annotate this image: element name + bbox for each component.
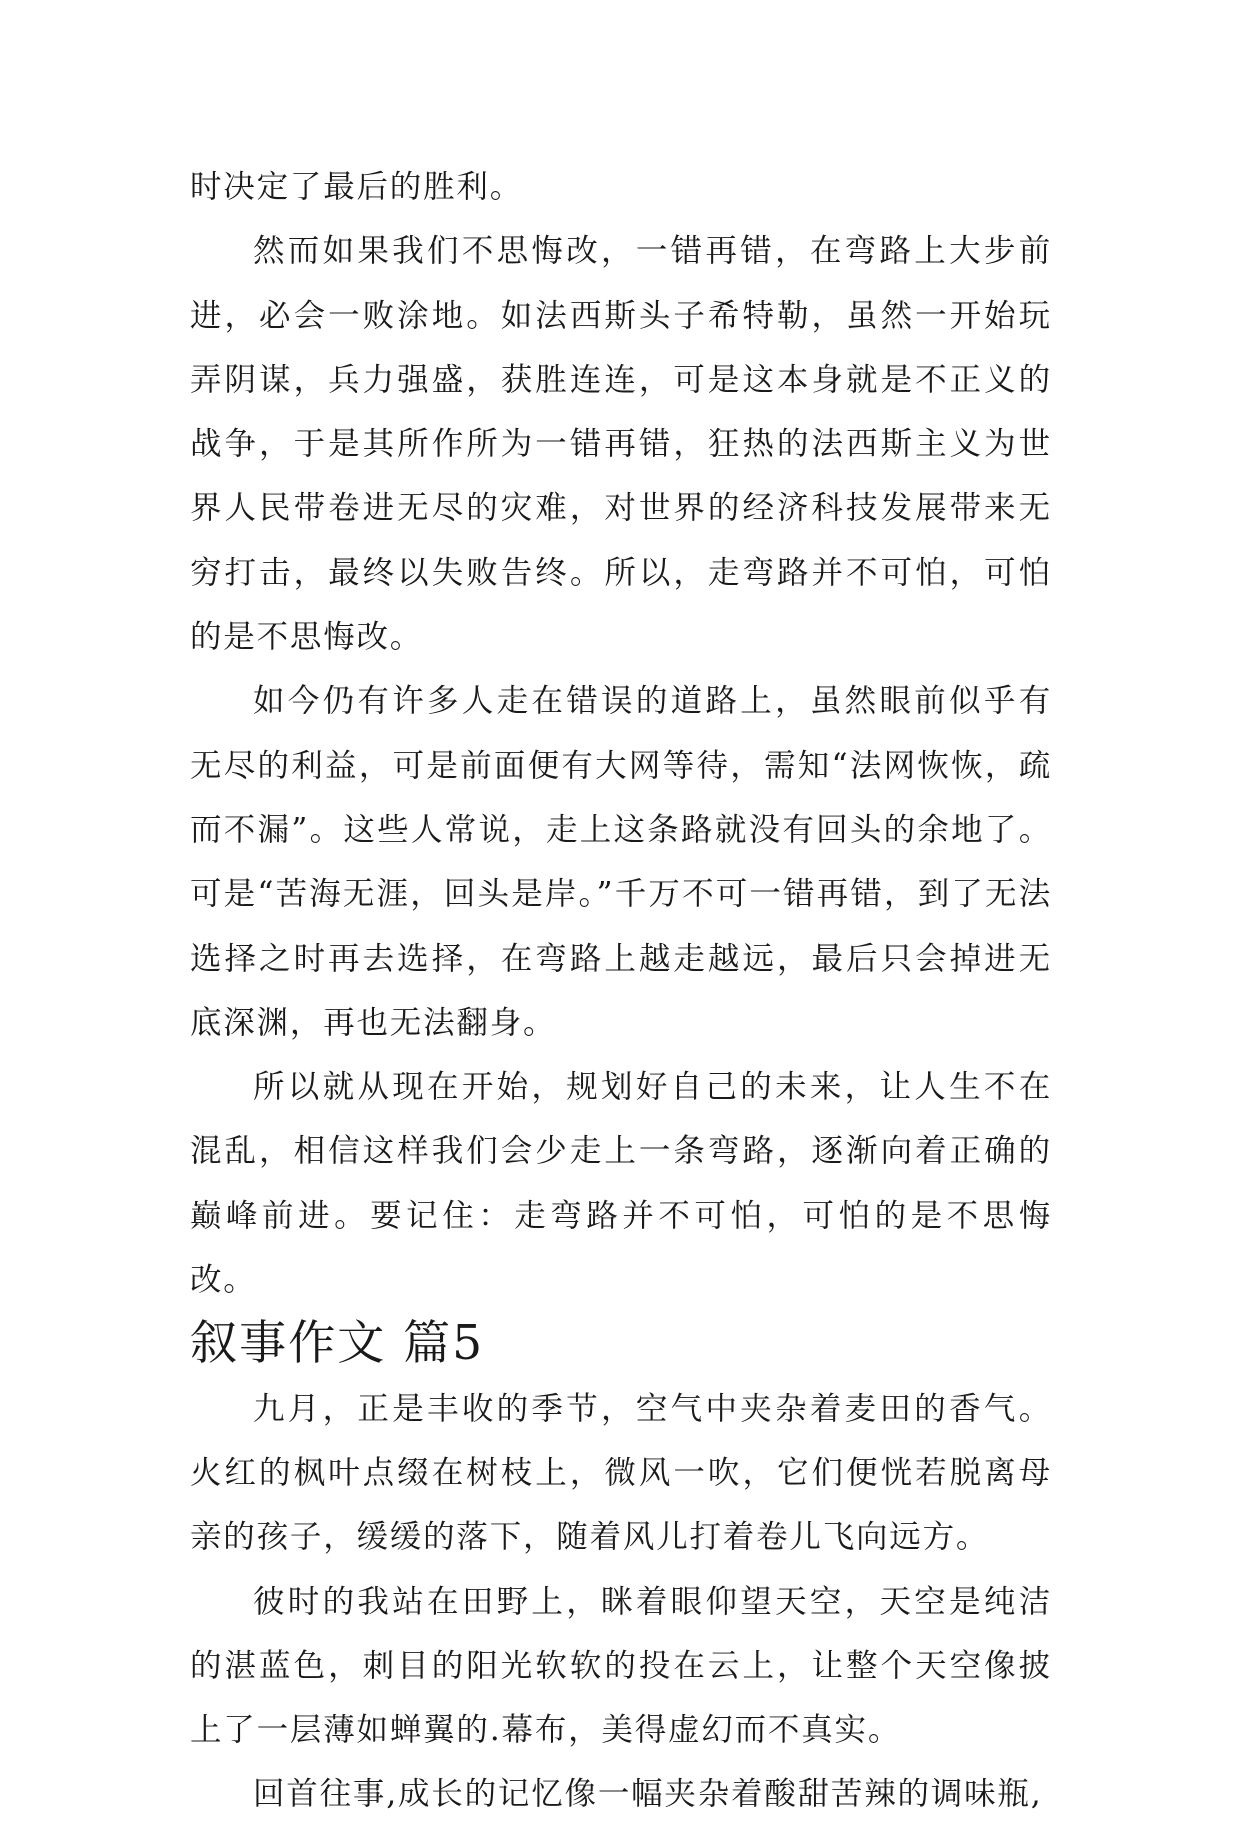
paragraph-3: 如今仍有许多人走在错误的道路上，虽然眼前似乎有无尽的利益，可是前面便有大网等待，需知“法网恢恢，疏而不漏”。这些人常说，走上这条路就没有回头的余地了。可是“苦海无涯，回头是岸。”千万不可一错再错，到了无法选择之时再去选择，在弯路上越走越远，最后只会掉进无底深渊，再也无法翻身。 [190, 683, 1052, 1041]
document-body [190, 155, 1052, 1827]
section-paragraph-3: 回首往事,成长的记忆像一幅夹杂着酸甜苦辣的调味瓶, [253, 1776, 1043, 1813]
section-title: 叙事作文 篇5 [190, 1316, 484, 1372]
paragraph-2: 然而如果我们不思悔改，一错再错，在弯路上大步前进，必会一败涂地。如法西斯头子希特勒，虽然一开始玩弄阴谋，兵力强盛，获胜连连，可是这本身就是不正义的战争，于是其所作所为一错再错，狂热的法西斯主义为世界人民带卷进无尽的灾难，对世界的经济科技发展带来无穷打击，最终以失败告终。所以，走弯路并不可怕，可怕的是不思悔改。 [190, 233, 1052, 656]
paragraph-4: 所以就从现在开始，规划好自己的未来，让人生不在混乱，相信这样我们会少走上一条弯路，逐渐向着正确的巅峰前进。要记住：走弯路并不可怕，可怕的是不思悔改。 [190, 1069, 1052, 1299]
section-paragraph-1: 九月，正是丰收的季节，空气中夹杂着麦田的香气。火红的枫叶点缀在树枝上，微风一吹，它们便恍若脱离母亲的孩子，缓缓的落下，随着风儿打着卷儿飞向远方。 [190, 1390, 1052, 1556]
paragraph-1: 时决定了最后的胜利。 [190, 169, 524, 205]
section-paragraph-2: 彼时的我站在田野上，眯着眼仰望天空，天空是纯洁的湛蓝色，刺目的阳光软软的投在云上，让整个天空像披上了一层薄如蝉翼的.幕布，美得虚幻而不真实。 [190, 1583, 1052, 1749]
